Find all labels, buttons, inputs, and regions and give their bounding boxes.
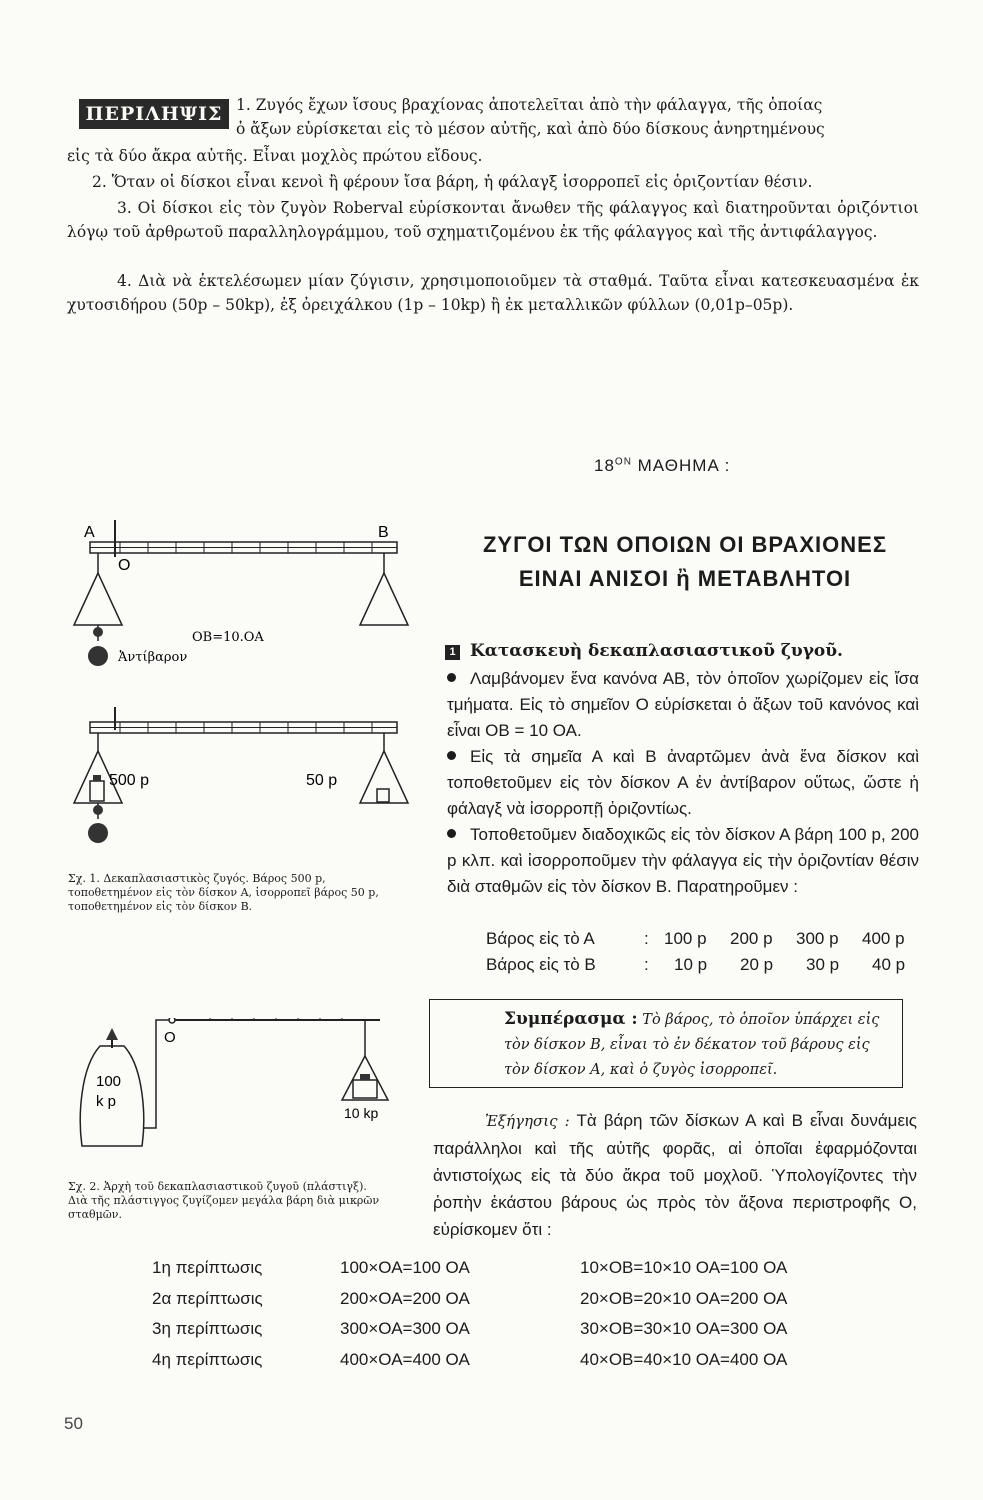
section-heading: 1 Κατασκευὴ δεκαπλασιαστικοῦ ζυγοῦ. [445,641,915,661]
bullet-dot [447,673,456,682]
case-row: 3η περίπτωσις 300×ΟΑ=300 ΟΑ 30×ΟΒ=30×10 ΟΑ=300 ΟΑ [152,1319,788,1338]
conclusion-text: Συμπέρασμα : Τὸ βάρος, τὸ ὁποῖον ὑπάρχει εἰς τὸν δίσκον Β, εἶναι τὸ ἐν δέκατον τοῦ βάρους εἰς τὸν δίσκον Α, καὶ ὁ ζυγὸς ἰσορροπεῖ. [504,1009,880,1078]
fig1-counterweight [88,646,108,666]
page-number: 50 [64,1414,83,1433]
fig2-sack-top: 100 [96,1073,122,1090]
fig1-weight-right: 50 p [306,772,338,789]
case-row: 4η περίπτωσις 400×ΟΑ=400 ΟΑ 40×ΟΒ=40×10 ΟΑ=400 ΟΑ [152,1349,788,1369]
fig1-counterweight-label: Ἀντίβαρον [118,650,188,665]
fig2-weight-label: 10 kp [344,1105,379,1121]
bullet-dot [447,751,456,760]
fig2-weight [353,1080,377,1098]
summary-p2: 2. Ὅταν οἱ δίσκοι εἶναι κενοὶ ἢ φέρουν ἴσα βάρη, ἡ φάλαγξ ἰσορροπεῖ εἰς ὁριζοντίαν θέσιν. [92,173,813,191]
lesson-title: ΖΥΓΟΙ ΤΩΝ ΟΠΟΙΩΝ ΟΙ ΒΡΑΧΙΟΝΕΣ ΕΙΝΑΙ ΑΝΙΣΟΙ ἢ ΜΕΤΑΒΛΗΤΟΙ [482,532,888,591]
bullet-3: Τοποθετοῦμεν διαδοχικῶς εἰς τὸν δίσκον Α βάρη 100 p, 200 p κλπ. καὶ ἰσορροποῦμεν τὴν φάλαγγα εἰς τὴν ὁριζοντίαν θέσιν διὰ σταθμῶν εἰς τὸν δίσκον Β. Παρατηροῦμεν : [447,825,919,896]
weights-table [486,926,916,978]
bullet-1: Λαμβάνομεν ἕνα κανόνα ΑΒ, τὸν ὁποῖον χωρίζομεν εἰς ἴσα τμήματα. Εἰς τὸ σημεῖον Ο εὑρίσκεται ὁ ἄξων τοῦ κανόνος καὶ εἶναι ΟΒ = 10 ΟΑ. [447,669,919,740]
summary-badge: ΠΕΡΙΛΗΨΙΣ [79,99,229,129]
fig2-label-o: Ο [164,1029,176,1046]
explanation: Ἐξήγησις : Τὰ βάρη τῶν δίσκων Α καὶ Β εἶναι δυνάμεις παράλληλοι καὶ τῆς αὐτῆς φορᾶς, αἱ ὁποῖαι ἐφαρμόζονται ἀντιστοίχως εἰς τὰ δύο ἄκρα τοῦ μοχλοῦ. Ὑπολογίζοντες τὴν ῥοπὴν ἑκάστου βάρους ὡς πρὸς τὸν ἄξονα περιστροφῆς Ο, εὑρίσκομεν ὅτι : [433,1111,917,1239]
lesson-number: $18^{ON}$ ΜΑΘΗΜΑ : [594,456,731,475]
case-row: 2α περίπτωσις 200×ΟΑ=200 ΟΑ 20×ΟΒ=20×10 ΟΑ=200 ΟΑ [152,1288,788,1308]
summary-p1-first: 1. Ζυγός ἔχων ἴσους βραχίονας ἀποτελεῖται ἀπὸ τὴν φάλαγγα, τῆς ὁποίας ὁ ἄξων εὑρίσκεται εἰς τὸ μέσον αὐτῆς, καὶ ἀπὸ δύο δίσκους ἀνηρτημένους [236,96,825,138]
fig1-weight-left: 500 p [109,772,150,789]
fig1-pan-b-loaded [360,751,408,803]
figure-2 [60,1018,400,1168]
section-number: 1 [445,645,460,660]
summary-p3: 3. Οἱ δίσκοι εἰς τὸν ζυγὸν Roberval εὑρίσκονται ἄνωθεν τῆς φάλαγγος καὶ διατηροῦνται ὁριζόντιοι λόγῳ τοῦ ἀρθρωτοῦ παραλληλογράμμου, τοῦ σχηματιζομένου ἐκ τῆς φάλαγγος καὶ τῆς ἀντιφάλαγγος. [67,199,919,241]
conclusion-box [429,999,903,1088]
weights-row-b: Βάρος εἰς τὸ Β : 10 p 20 p 30 p 40 p [486,955,906,974]
cases [152,1255,912,1377]
fig1-pan-b [360,573,408,625]
bullet-dot [447,829,456,838]
fig1-ratio: ΟΒ=10.ΟΑ [192,630,264,645]
fig1-pan-a [74,573,122,625]
case-row: 1η περίπτωσις 100×ΟΑ=100 ΟΑ 10×ΟΒ=10×10 ΟΑ=100 ΟΑ [152,1258,788,1277]
fig1-label-o: Ο [118,557,131,574]
summary-p4: 4. Διὰ νὰ ἐκτελέσωμεν μίαν ζύγισιν, χρησιμοποιοῦμεν τὰ σταθμά. Ταῦτα εἶναι κατεσκευασμένα ἐκ χυτοσιδήρου (50p – 50kp), ἐξ ὀρειχάλκου (1p – 10kp) ἢ ἐκ μεταλλικῶν φύλλων (0,01p–05p). [67,272,919,314]
weights-row-a: Βάρος εἰς τὸ Α : 100 p 200 p 300 p 400 p [486,929,905,948]
fig1-label-a: Α [84,524,95,541]
fig1-label-b: Β [378,524,389,541]
fig2-sack-bottom: k p [96,1093,117,1110]
bullet-2: Εἰς τὰ σημεῖα Α καὶ Β ἀναρτῶμεν ἀνὰ ἕνα δίσκον καὶ τοποθετοῦμεν εἰς τὸν δίσκον Α ἐν ἀντίβαρον οὕτως, ὥστε ἡ φάλαγξ νὰ ἰσορροπῇ ὁριζοντίως. [447,747,919,818]
figure-1 [60,515,420,865]
summary-p1-rest: εἰς τὰ δύο ἄκρα αὐτῆς. Εἶναι μοχλὸς πρώτου εἴδους. [67,147,483,165]
figure-1-caption: Σχ. 1. Δεκαπλασιαστικὸς ζυγός. Βάρος 500 p, τοποθετημένον εἰς τὸν δίσκον Α, ἰσορροπεῖ βάρος 50 p, τοποθετημένον εἰς τὸν δίσκον Β. [68,872,379,913]
figure-2-caption: Σχ. 2. Ἀρχὴ τοῦ δεκαπλασιαστικοῦ ζυγοῦ (πλάστιγξ). Διὰ τῆς πλάστιγγος ζυγίζομεν μεγάλα βάρη διὰ μικρῶν σταθμῶν. [68,1180,380,1221]
